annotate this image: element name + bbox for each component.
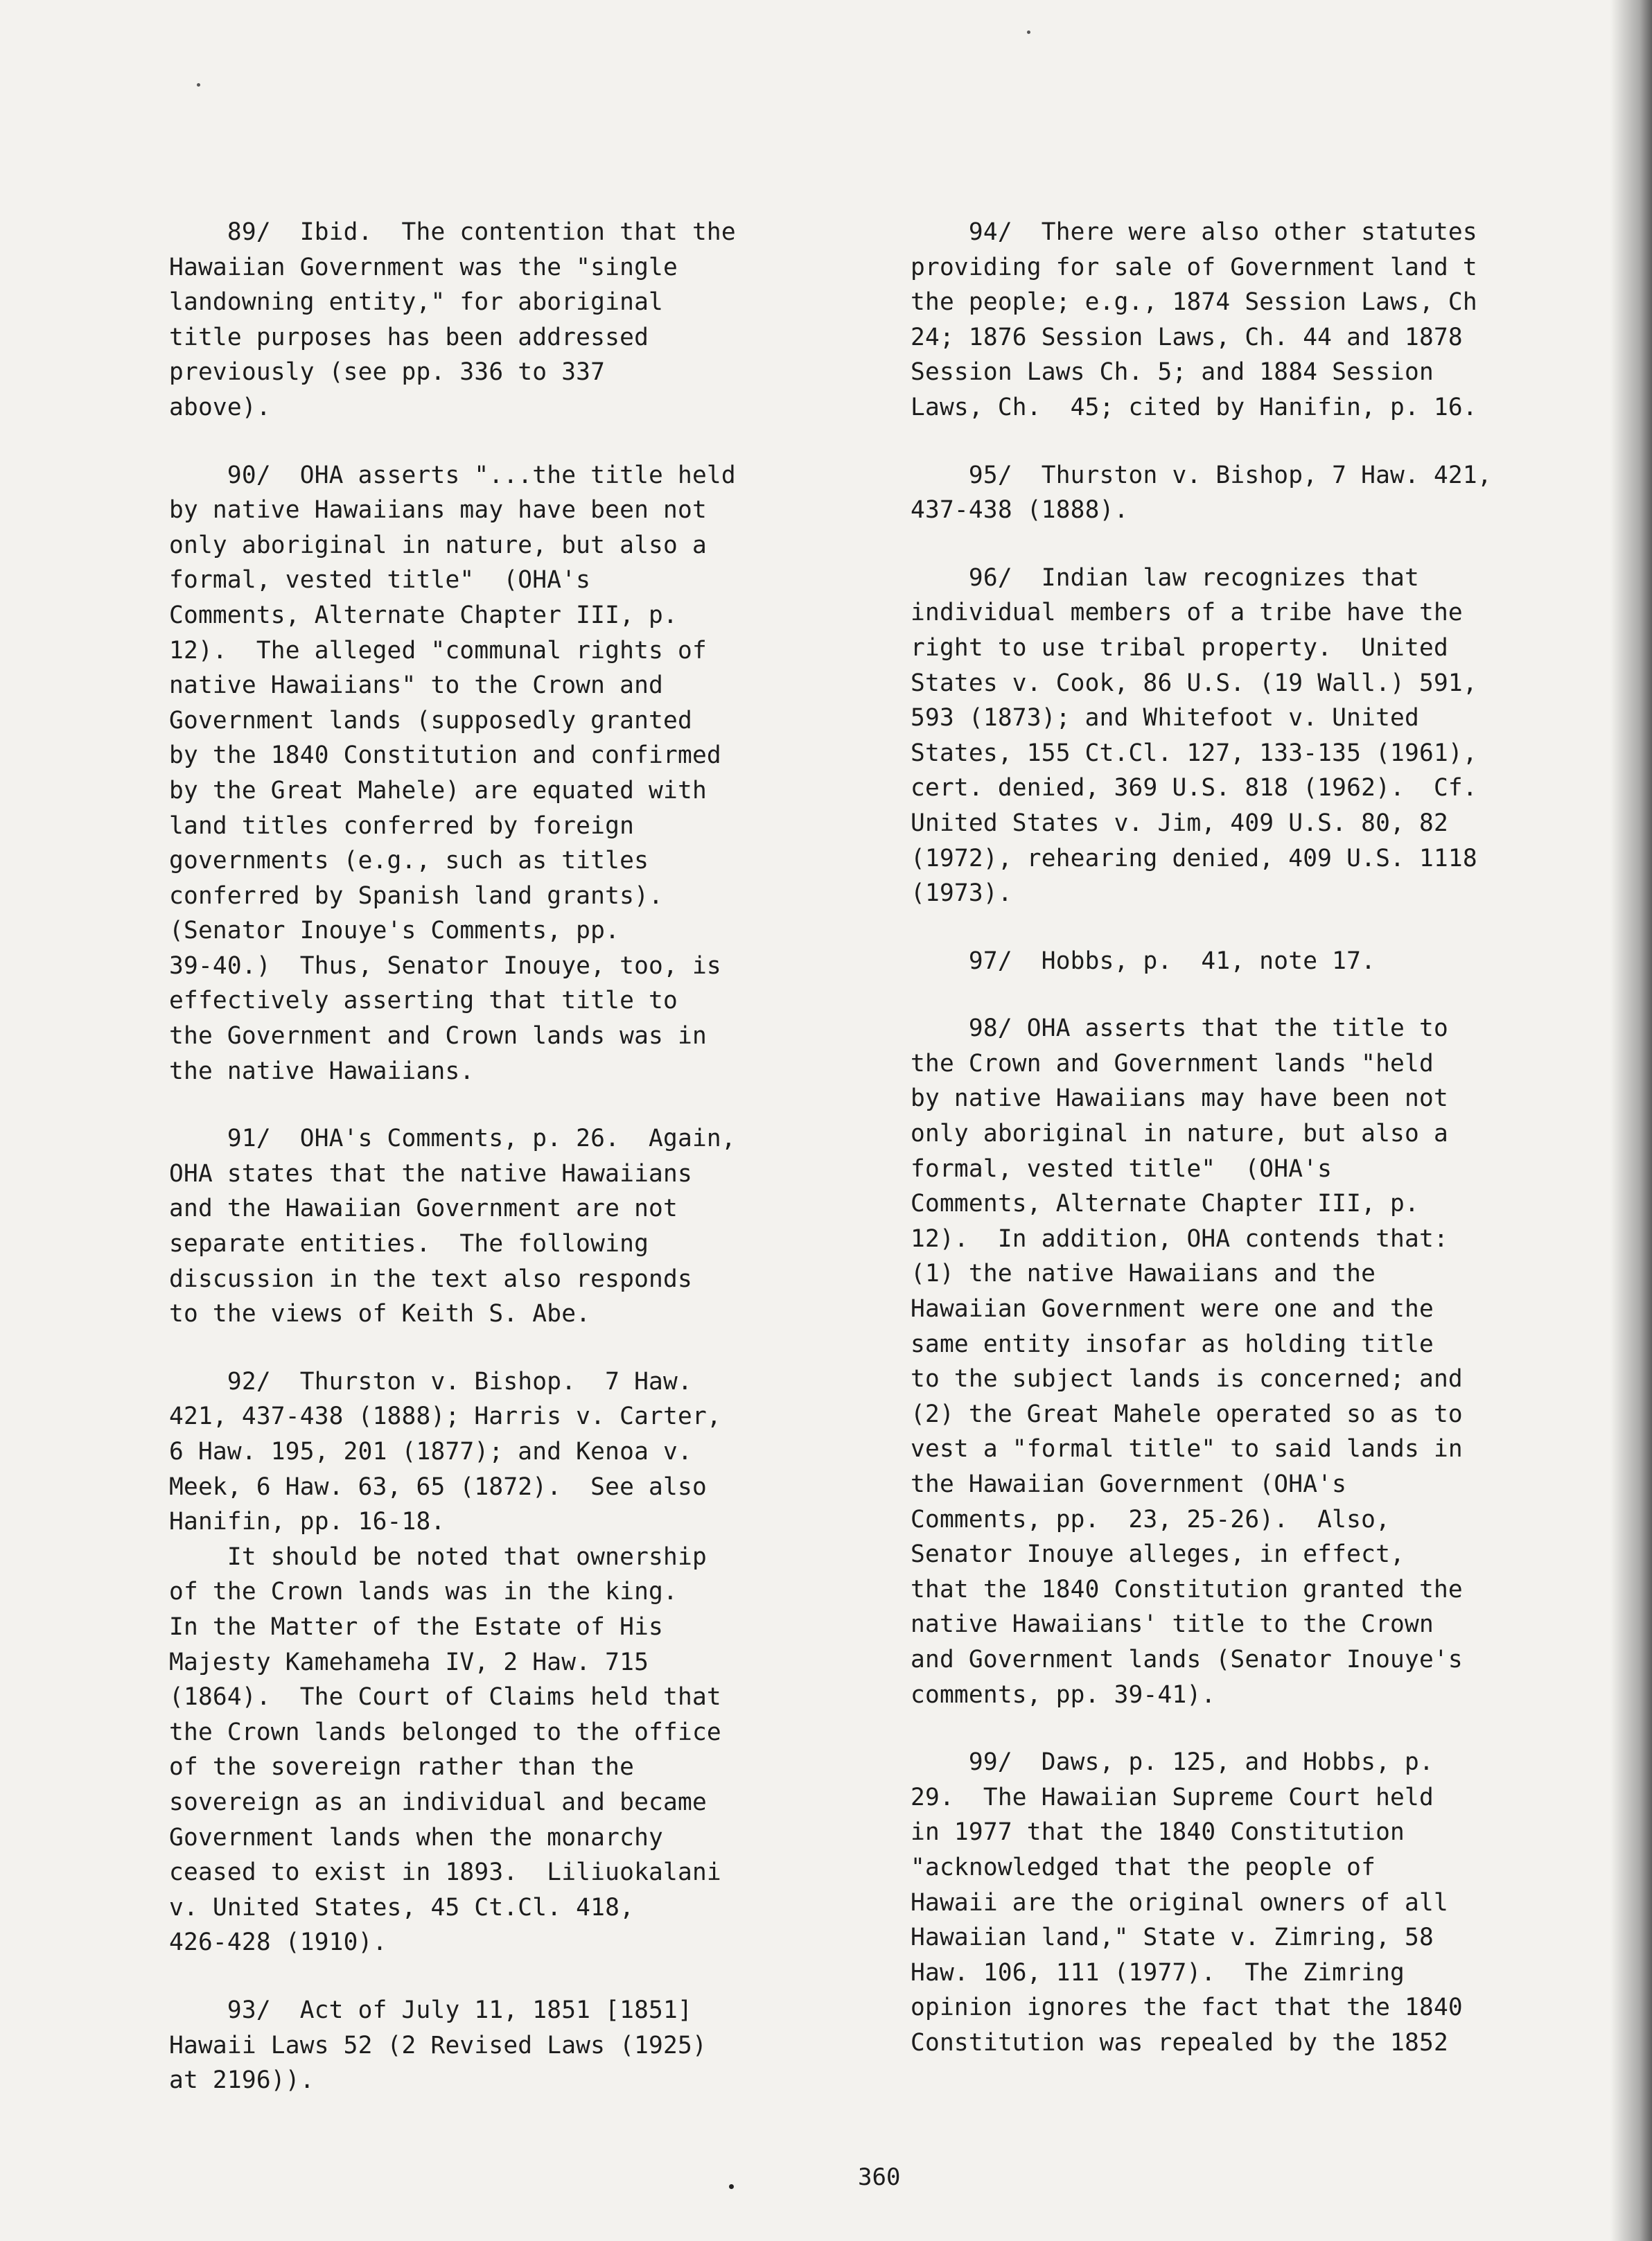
- footnote-line: right to use tribal property. United: [911, 633, 1448, 662]
- footnote-line: 90/ OHA asserts "...the title held: [169, 461, 736, 489]
- footnote-line: Haw. 106, 111 (1977). The Zimring: [911, 1958, 1405, 1987]
- footnote-line: land titles conferred by foreign: [169, 811, 635, 840]
- footnote-line: Senator Inouye alleges, in effect,: [911, 1540, 1405, 1569]
- footnote-line: "acknowledged that the people of: [911, 1853, 1376, 1881]
- footnote-line: Comments, pp. 23, 25-26). Also,: [911, 1505, 1391, 1533]
- footnote-line: It should be noted that ownership: [169, 1543, 707, 1571]
- scan-dot: [729, 2184, 734, 2189]
- footnote-note-93: [169, 1993, 834, 2098]
- footnote-line: discussion in the text also responds: [169, 1265, 692, 1293]
- footnote-line: Comments, Alternate Chapter III, p.: [169, 601, 678, 629]
- footnote-line: landowning entity," for aboriginal: [169, 288, 664, 317]
- footnote-line: Comments, Alternate Chapter III, p.: [911, 1190, 1419, 1218]
- footnote-line: Constitution was repealed by the 1852: [911, 2028, 1448, 2057]
- footnote-line: Hawaiian Government were one and the: [911, 1295, 1434, 1324]
- footnote-line: the native Hawaiians.: [169, 1057, 475, 1085]
- footnote-line: Government lands (supposedly granted: [169, 706, 692, 735]
- footnote-line: the people; e.g., 1874 Session Laws, Ch: [911, 288, 1477, 317]
- footnote-line: Hawaii Laws 52 (2 Revised Laws (1925): [169, 2031, 707, 2059]
- footnote-line: Laws, Ch. 45; cited by Hanifin, p. 16.: [911, 393, 1477, 421]
- footnote-line: ceased to exist in 1893. Liliuokalani: [169, 1858, 721, 1887]
- footnote-line: governments (e.g., such as titles: [169, 847, 649, 875]
- footnote-line: 93/ Act of July 11, 1851 [1851]: [169, 1996, 692, 2024]
- footnote-line: by native Hawaiians may have been not: [169, 496, 707, 525]
- footnote-line: the Crown and Government lands "held: [911, 1049, 1434, 1078]
- footnote-line: 426-428 (1910).: [169, 1928, 387, 1957]
- scan-speck: [1027, 30, 1030, 34]
- footnote-line: (1972), rehearing denied, 409 U.S. 1118: [911, 844, 1477, 872]
- footnote-note-99: [911, 1745, 1631, 2060]
- footnote-line: and Government lands (Senator Inouye's: [911, 1645, 1463, 1673]
- footnote-line: OHA states that the native Hawaiians: [169, 1159, 692, 1188]
- footnote-line: effectively asserting that title to: [169, 987, 678, 1015]
- footnote-line: 96/ Indian law recognizes that: [911, 563, 1419, 592]
- footnote-line: native Hawaiians' title to the Crown: [911, 1610, 1434, 1639]
- footnote-line: the Government and Crown lands was in: [169, 1022, 707, 1051]
- footnote-line: that the 1840 Constitution granted the: [911, 1575, 1463, 1603]
- footnote-note-91: [169, 1121, 834, 1332]
- footnote-line: 12). The alleged "communal rights of: [169, 636, 707, 665]
- footnote-line: providing for sale of Government land t: [911, 253, 1477, 281]
- footnote-line: Government lands when the monarchy: [169, 1823, 664, 1852]
- footnote-line: 6 Haw. 195, 201 (1877); and Kenoa v.: [169, 1438, 692, 1466]
- footnote-line: the Hawaiian Government (OHA's: [911, 1470, 1347, 1498]
- footnote-line: previously (see pp. 336 to 337: [169, 358, 606, 387]
- footnote-line: by the Great Mahele) are equated with: [169, 776, 707, 805]
- footnote-line: of the Crown lands was in the king.: [169, 1578, 678, 1606]
- footnote-line: 593 (1873); and Whitefoot v. United: [911, 704, 1419, 732]
- footnote-line: at 2196)).: [169, 2066, 315, 2095]
- footnote-line: 39-40.) Thus, Senator Inouye, too, is: [169, 951, 721, 980]
- footnote-line: conferred by Spanish land grants).: [169, 881, 664, 910]
- footnote-line: In the Matter of the Estate of His: [169, 1612, 664, 1641]
- footnote-line: 99/ Daws, p. 125, and Hobbs, p.: [911, 1748, 1434, 1777]
- footnote-line: formal, vested title" (OHA's: [169, 566, 591, 595]
- footnote-line: 29. The Hawaiian Supreme Court held: [911, 1783, 1434, 1811]
- page-number: 360: [858, 2163, 901, 2191]
- footnote-line: above).: [169, 393, 271, 421]
- footnote-note-89: [169, 215, 834, 425]
- footnote-line: 94/ There were also other statutes: [911, 218, 1477, 246]
- footnote-line: (Senator Inouye's Comments, pp.: [169, 917, 620, 945]
- footnote-line: 91/ OHA's Comments, p. 26. Again,: [169, 1125, 736, 1153]
- footnote-line: Session Laws Ch. 5; and 1884 Session: [911, 358, 1434, 387]
- footnote-line: cert. denied, 369 U.S. 818 (1962). Cf.: [911, 774, 1477, 802]
- footnote-line: (1973).: [911, 879, 1012, 908]
- footnote-line: only aboriginal in nature, but also a: [911, 1120, 1448, 1148]
- footnote-line: only aboriginal in nature, but also a: [169, 531, 707, 559]
- footnote-line: 12). In addition, OHA contends that:: [911, 1224, 1448, 1253]
- footnote-line: States, 155 Ct.Cl. 127, 133-135 (1961),: [911, 739, 1477, 767]
- left-column: [169, 215, 834, 2131]
- right-column: [911, 215, 1631, 2093]
- footnote-line: Hawaiian Government was the "single: [169, 253, 678, 281]
- footnote-line: States v. Cook, 86 U.S. (19 Wall.) 591,: [911, 669, 1477, 697]
- footnote-note-96: [911, 561, 1631, 911]
- footnote-line: Hawaiian land," State v. Zimring, 58: [911, 1924, 1434, 1952]
- footnote-line: of the sovereign rather than the: [169, 1753, 635, 1782]
- footnote-line: v. United States, 45 Ct.Cl. 418,: [169, 1893, 635, 1922]
- footnote-note-92: [169, 1364, 834, 1960]
- footnote-line: comments, pp. 39-41).: [911, 1680, 1216, 1709]
- footnote-line: Hawaii are the original owners of all: [911, 1888, 1448, 1917]
- footnote-line: same entity insofar as holding title: [911, 1330, 1434, 1358]
- footnote-line: vest a "formal title" to said lands in: [911, 1435, 1463, 1464]
- footnote-line: individual members of a tribe have the: [911, 599, 1463, 627]
- footnote-note-98: [911, 1011, 1631, 1712]
- footnote-line: by native Hawaiians may have been not: [911, 1084, 1448, 1113]
- footnote-line: in 1977 that the 1840 Constitution: [911, 1818, 1405, 1847]
- footnote-line: United States v. Jim, 409 U.S. 80, 82: [911, 809, 1448, 837]
- footnote-line: Majesty Kamehameha IV, 2 Haw. 715: [169, 1648, 649, 1676]
- footnote-line: Meek, 6 Haw. 63, 65 (1872). See also: [169, 1473, 707, 1501]
- footnote-line: and the Hawaiian Government are not: [169, 1195, 678, 1223]
- footnote-line: 89/ Ibid. The contention that the: [169, 218, 736, 246]
- footnote-line: Hanifin, pp. 16-18.: [169, 1508, 446, 1536]
- footnote-line: formal, vested title" (OHA's: [911, 1154, 1333, 1183]
- footnote-line: separate entities. The following: [169, 1230, 649, 1258]
- footnote-line: 421, 437-438 (1888); Harris v. Carter,: [169, 1403, 721, 1431]
- footnote-line: (1) the native Hawaiians and the: [911, 1260, 1376, 1288]
- footnote-line: 97/ Hobbs, p. 41, note 17.: [911, 947, 1376, 975]
- footnote-line: (1864). The Court of Claims held that: [169, 1683, 721, 1712]
- footnote-line: 437-438 (1888).: [911, 496, 1129, 525]
- footnote-line: (2) the Great Mahele operated so as to: [911, 1400, 1463, 1428]
- footnote-line: the Crown lands belonged to the office: [169, 1718, 721, 1746]
- footnote-line: 95/ Thurston v. Bishop, 7 Haw. 421,: [911, 461, 1492, 489]
- footnote-note-90: [169, 458, 834, 1089]
- footnote-line: title purposes has been addressed: [169, 323, 649, 351]
- footnote-line: by the 1840 Constitution and confirmed: [169, 741, 721, 770]
- footnote-line: 24; 1876 Session Laws, Ch. 44 and 1878: [911, 323, 1463, 351]
- footnote-note-94: [911, 215, 1631, 425]
- footnote-line: native Hawaiians" to the Crown and: [169, 671, 664, 700]
- footnote-line: opinion ignores the fact that the 1840: [911, 1994, 1463, 2022]
- footnote-note-95: [911, 458, 1631, 528]
- scan-speck: [197, 83, 200, 87]
- footnote-line: to the views of Keith S. Abe.: [169, 1300, 591, 1328]
- footnote-line: to the subject lands is concerned; and: [911, 1365, 1463, 1394]
- footnote-line: 92/ Thurston v. Bishop. 7 Haw.: [169, 1367, 692, 1396]
- footnote-line: 98/ OHA asserts that the title to: [911, 1014, 1448, 1043]
- footnote-line: sovereign as an individual and became: [169, 1788, 707, 1816]
- footnote-note-97: [911, 944, 1631, 979]
